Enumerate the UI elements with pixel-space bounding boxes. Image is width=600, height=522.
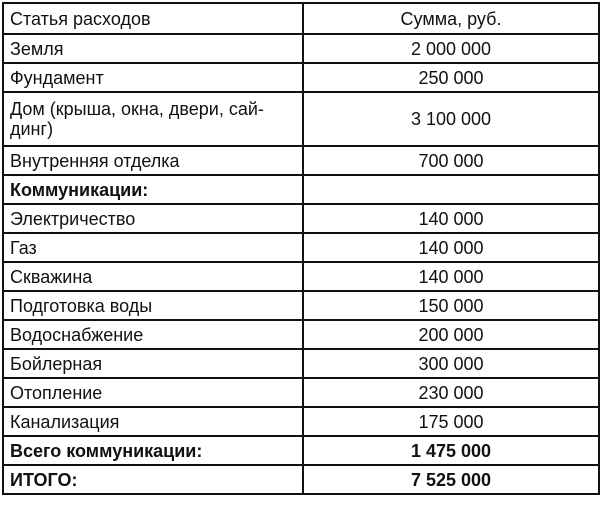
table-row xyxy=(3,349,599,378)
row-amount-boiler-room: 300 000 xyxy=(303,349,599,378)
table-row xyxy=(3,378,599,407)
row-item-well: Скважина xyxy=(3,262,303,291)
row-item-gas: Газ xyxy=(3,233,303,262)
row-item-electricity: Электричество xyxy=(3,204,303,233)
table-row xyxy=(3,291,599,320)
row-amount-interior-finishing: 700 000 xyxy=(303,146,599,175)
row-item-grand-total: ИТОГО: xyxy=(3,465,303,494)
row-item-utilities-total: Всего коммуникации: xyxy=(3,436,303,465)
row-amount-house: 3 100 000 xyxy=(303,92,599,146)
row-item-sewerage: Канализация xyxy=(3,407,303,436)
row-item-house-text: Дом (крыша, окна, двери, сай- динг) xyxy=(10,99,264,139)
table-row xyxy=(3,92,599,146)
header-row xyxy=(3,3,599,34)
row-amount-well: 140 000 xyxy=(303,262,599,291)
table-row xyxy=(3,320,599,349)
header-amount: Сумма, руб. xyxy=(303,3,599,34)
row-amount-water-treatment: 150 000 xyxy=(303,291,599,320)
table-row xyxy=(3,233,599,262)
header-expense-item: Статья расходов xyxy=(3,3,303,34)
row-item-utilities-heading: Коммуникации: xyxy=(3,175,303,204)
row-amount-electricity: 140 000 xyxy=(303,204,599,233)
table-row xyxy=(3,262,599,291)
row-item-house xyxy=(3,92,303,146)
row-amount-foundation: 250 000 xyxy=(303,63,599,92)
table-row xyxy=(3,34,599,63)
table-row xyxy=(3,407,599,436)
row-item-boiler-room: Бойлерная xyxy=(3,349,303,378)
total-row xyxy=(3,465,599,494)
row-amount-heating: 230 000 xyxy=(303,378,599,407)
row-amount-grand-total: 7 525 000 xyxy=(303,465,599,494)
row-amount-sewerage: 175 000 xyxy=(303,407,599,436)
row-amount-water-supply: 200 000 xyxy=(303,320,599,349)
subtotal-row xyxy=(3,436,599,465)
row-item-water-supply: Водоснабжение xyxy=(3,320,303,349)
row-item-interior-finishing: Внутренняя отделка xyxy=(3,146,303,175)
table-row xyxy=(3,146,599,175)
table-row xyxy=(3,204,599,233)
row-amount-utilities-heading xyxy=(303,175,599,204)
row-amount-utilities-total: 1 475 000 xyxy=(303,436,599,465)
row-amount-gas: 140 000 xyxy=(303,233,599,262)
row-amount-land: 2 000 000 xyxy=(303,34,599,63)
section-row xyxy=(3,175,599,204)
row-item-heating: Отопление xyxy=(3,378,303,407)
table-row xyxy=(3,63,599,92)
row-item-water-treatment: Подготовка воды xyxy=(3,291,303,320)
row-item-land: Земля xyxy=(3,34,303,63)
expense-table xyxy=(2,2,600,495)
row-item-foundation: Фундамент xyxy=(3,63,303,92)
